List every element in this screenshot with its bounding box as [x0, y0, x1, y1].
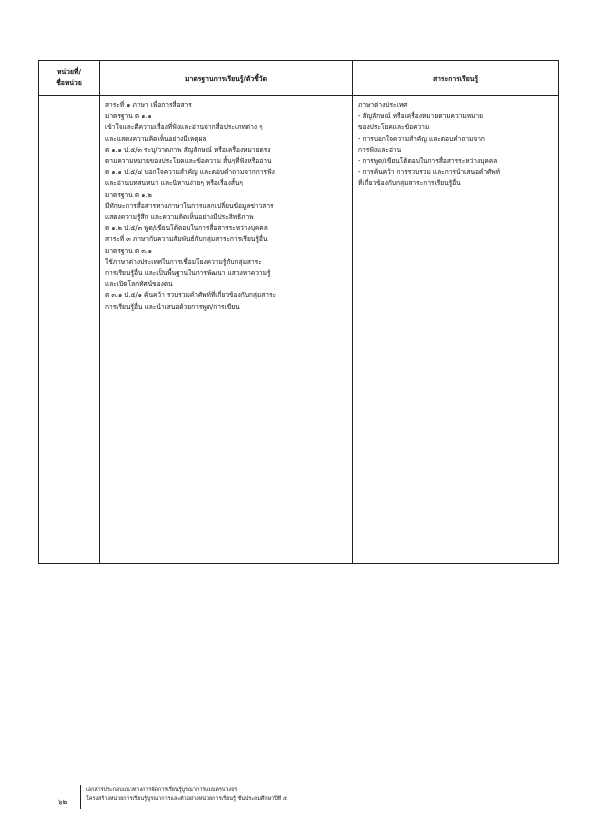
- standards-line: มาตรฐาน ต ๓.๑: [105, 246, 152, 255]
- unit-header: [39, 61, 100, 96]
- content-cell: [353, 96, 559, 564]
- footer-text: [86, 786, 287, 804]
- table-row: [39, 96, 559, 564]
- unit-header-line: หน่วยที่/: [57, 68, 81, 76]
- content-line: ของประโยคและข้อความ: [358, 123, 430, 132]
- standards-line: มีทักษะการสื่อสารทางภาษาในการแลกเปลี่ยนข้อมูลข่าวสาร: [105, 201, 274, 210]
- standards-line: ต ๑.๒ ป.๕/๓ พูด/เขียนโต้ตอบในการสื่อสารระหว่างบุคคล: [105, 224, 268, 233]
- content-line: - สัญลักษณ์ หรือเครื่องหมายตามความหมาย: [358, 112, 483, 121]
- standards-line: และเปิดโลกทัศน์ของตน: [105, 280, 173, 289]
- content-header: สาระการเรียนรู้: [353, 61, 559, 96]
- footer-line: โครงสร้างหน่วยการเรียนรู้บูรณาการและตัวอย่างหน่วยการเรียนรู้ ชั้นประถมศึกษาปีที่ ๕: [86, 796, 287, 802]
- content-line: - การค้นคว้า การรวบรวม และการนำเสนอคำศัพท์: [358, 168, 500, 177]
- curriculum-table: [38, 60, 559, 564]
- footer-line: เอกสารประกอบแนวทางการจัดการเรียนรู้บูรณาการแบบครบวงจร: [86, 787, 238, 793]
- standards-header: มาตรฐานการเรียนรู้/ตัวชี้วัด: [100, 61, 353, 96]
- standards-line: ต ๑.๑ ป.๕/๔ บอกใจความสำคัญ และตอบคำถามจากการฟัง: [105, 168, 275, 177]
- unit-header-line: ชื่อหน่วย: [56, 79, 82, 87]
- content-line: - การพูด/เขียนโต้ตอบในการสื่อสารระหว่างบุคคล: [358, 157, 498, 166]
- standards-line: และแสดงความคิดเห็นอย่างมีเหตุผล: [105, 134, 207, 143]
- standards-line: การเรียนรู้อื่น และนำเสนอด้วยการพูด/การเขียน: [105, 302, 240, 311]
- content-line: ที่เกี่ยวข้องกับกลุ่มสาระการเรียนรู้อื่น: [358, 179, 461, 188]
- standards-line: การเรียนรู้อื่น และเป็นพื้นฐานในการพัฒนา แสวงหาความรู้: [105, 269, 271, 278]
- content-line: - การบอกใจความสำคัญ และตอบคำถามจาก: [358, 134, 485, 143]
- page-number: ๖๒: [58, 798, 68, 806]
- content-line: การฟังและอ่าน: [358, 145, 402, 154]
- standards-line: สาระที่ ๑ ภาษา เพื่อการสื่อสาร: [105, 101, 192, 109]
- standards-line: ใช้ภาษาต่างประเทศในการเชื่อมโยงความรู้กับกลุ่มสาระ: [105, 257, 262, 266]
- table-header-row: [39, 61, 559, 96]
- standards-text: [100, 96, 352, 313]
- content-text: [353, 96, 558, 190]
- standards-line: เข้าใจและตีความเรื่องที่ฟังและอ่านจากสื่อประเภทต่าง ๆ: [105, 123, 263, 132]
- standards-line: และอ่านบทสนทนา และนิทานง่ายๆ หรือเรื่องสั้นๆ: [105, 179, 243, 188]
- standards-line: สาระที่ ๓ ภาษากับความสัมพันธ์กับกลุ่มสาระการเรียนรู้อื่น: [105, 235, 268, 244]
- footer-divider: [80, 785, 81, 809]
- standards-line: ตามความหมายของประโยคและข้อความ สั้นๆที่ฟังหรืออ่าน: [105, 157, 272, 166]
- unit-cell: [39, 96, 100, 564]
- standards-cell: [100, 96, 353, 564]
- standards-line: ต ๓.๑ ป.๕/๑ ค้นคว้า รวบรวมคำศัพท์ที่เกี่ยวข้องกับกลุ่มสาระ: [105, 291, 277, 300]
- standards-line: มาตรฐาน ต ๑.๒: [105, 190, 152, 199]
- standards-line: มาตรฐาน ต ๑.๑: [105, 112, 152, 121]
- standards-line: แสดงความรู้สึก และความคิดเห็นอย่างมีประสิทธิภาพ: [105, 213, 254, 222]
- standards-line: ต ๑.๑ ป.๕/๓ ระบุ/วาดภาพ สัญลักษณ์ หรือเครื่องหมายตรง: [105, 145, 271, 154]
- content-line: ภาษาต่างประเทศ: [358, 101, 408, 109]
